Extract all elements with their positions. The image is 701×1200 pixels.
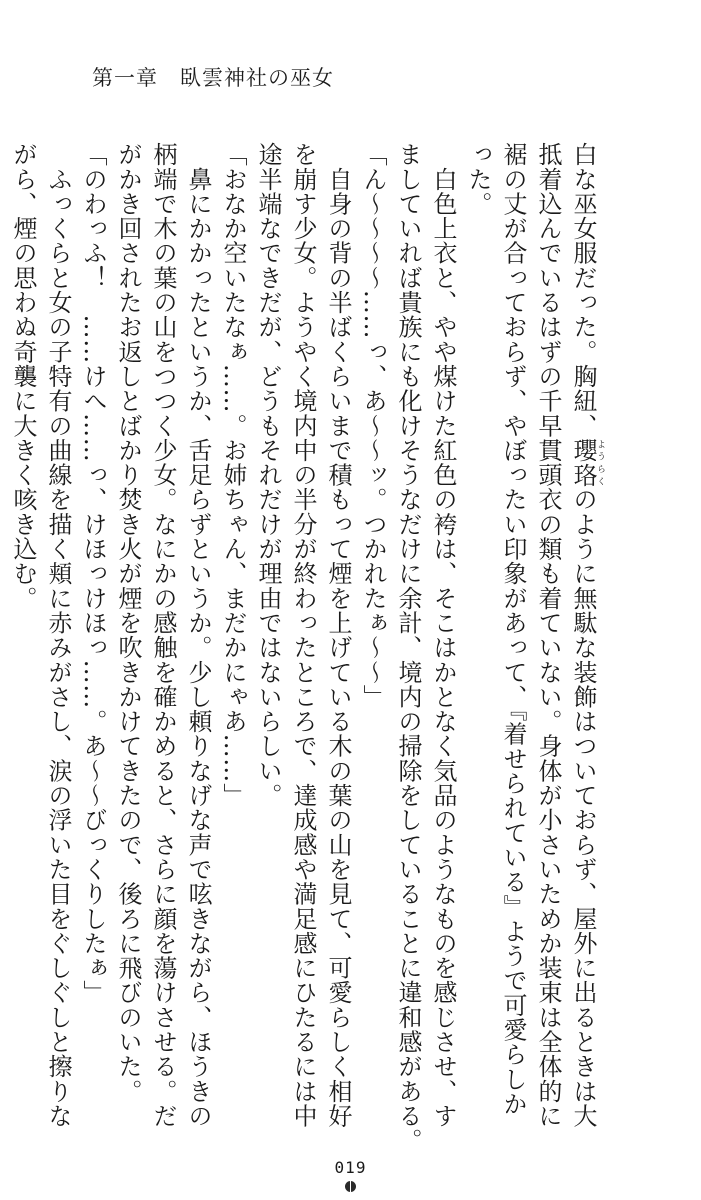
text-line-9: を崩す少女。ようやく境内中の半分が終わったところで、達成感や満足感にひたるには中 bbox=[289, 142, 317, 1128]
text-line-3: 裾の丈が合っておらず、やぼったい印象があって、『着せられている』ようで可愛らしか bbox=[499, 142, 527, 1116]
text-line-14: がかき回されたお返しとばかり焚き火が煙を吹きかけてきたので、後ろに飛びのいた。 bbox=[114, 142, 142, 1104]
ruby-annotation bbox=[569, 437, 605, 488]
text-line-16: ふっくらと女の子特有の曲線を描く頬に赤みがさし、涙の浮いた目をぐしぐしと擦りな bbox=[44, 142, 72, 1128]
text-line-4: った。 bbox=[464, 142, 492, 216]
text-line-2: 抵着込んでいるはずの千早貫頭衣の類も着ていない。身体が小さいためか装束は全体的に bbox=[534, 142, 562, 1128]
text-line-15: 「のわっふ！ ……けへ……っ、けほっけほっ……。あ〜〜びっくりしたぁ」 bbox=[79, 142, 107, 1005]
text-line-17: がら、煙の思わぬ奇襲に大きく咳き込む。 bbox=[9, 142, 37, 611]
text-line-10: 途半端なできだが、どうもそれだけが理由ではないらしい。 bbox=[254, 142, 282, 808]
text-line-1 bbox=[565, 142, 605, 1152]
text-line-13: 柄端で木の葉の山をつつく少女。なにかの感触を確かめると、さらに顔を蕩けさせる。だ bbox=[149, 142, 177, 1128]
ruby-base: 瓔珞 bbox=[569, 437, 597, 488]
text-line-5: 白色上衣と、やや煤けた紅色の袴は、そこはかとなく気品のようなものを感じさせ、す bbox=[429, 142, 457, 1128]
ruby-reading: ようらく bbox=[595, 437, 605, 488]
folio-ornament-icon bbox=[345, 1181, 356, 1192]
text-line-7: 「ん〜〜〜〜……っ、あ〜〜ッ。つかれたぁ〜〜」 bbox=[359, 142, 387, 709]
text-line-6: ましていれば貴族にも化けそうなだけに余計、境内の掃除をしていることに違和感がある。 bbox=[394, 142, 422, 1153]
running-head: 第一章 臥雲神社の巫女 bbox=[92, 66, 334, 90]
page-number: 019 bbox=[334, 1158, 367, 1177]
text-line-8: 自身の背の半ばくらいまで積もって煙を上げている木の葉の山を見て、可愛らしく相好 bbox=[324, 142, 352, 1128]
text-line-11: 「おなか空いたなぁ……。お姉ちゃん、まだかにゃあ……」 bbox=[219, 142, 247, 808]
text-run: 白な巫女服だった。胸紐、 bbox=[569, 142, 597, 438]
novel-body-text bbox=[9, 142, 605, 1153]
text-run: のように無駄な装飾はついておらず、屋外に出るときは大 bbox=[569, 487, 597, 1129]
text-line-12: 鼻にかかったというか、舌足らずというか。少し頼りなげな声で呟きながら、ほうきの bbox=[184, 142, 212, 1128]
